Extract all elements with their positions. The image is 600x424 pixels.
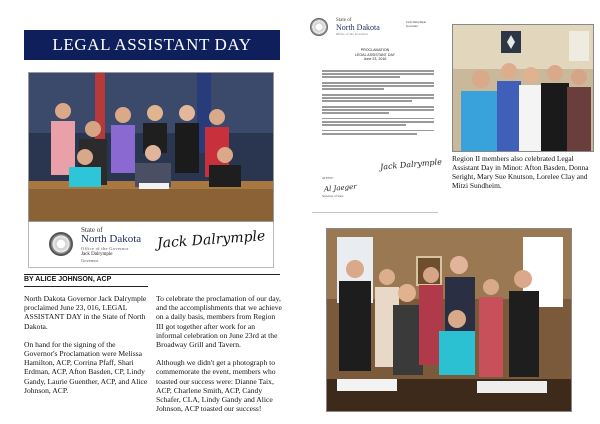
state-of-label: State of: [81, 226, 103, 234]
governor-name: Jack Dalrymple: [81, 252, 113, 257]
proclamation-state-name: North Dakota: [336, 23, 380, 32]
article-paragraph: To celebrate the proclamation of our day, and the accomplishments that we achieve on a daily basis, members from Region III got together after work for an informal celebration on June 23rd at the Broadway Grill and Tavern.: [156, 294, 282, 350]
article-column-2: [156, 294, 282, 422]
state-name: North Dakota: [81, 233, 142, 245]
minot-group-photo: [452, 24, 594, 152]
secretary-signature: Al Jaeger: [323, 182, 357, 194]
article-column-1: [24, 294, 148, 404]
office-label: Office of the Governor: [81, 246, 129, 251]
proclamation-state-of: State of: [336, 18, 352, 23]
title-banner: [24, 30, 280, 60]
proclamation-governor-signature: Jack Dalrymple: [379, 157, 443, 172]
byline-rule-top: [24, 274, 280, 275]
proclamation-heading: PROCLAMATION LEGAL ASSISTANT DAY June 23, 2016: [354, 48, 395, 62]
article-paragraph: On hand for the signing of the Governor's Proclamation were Melissa Hamilton, ACP, Corrina Pfaff, Shari Erdman, ACP, Afton Basden, CP, Lindy Gandy, Laurie Guenther, ACP, and Alice Johnson, ACP.: [24, 339, 148, 395]
proclamation-attest: ATTEST:: [322, 176, 334, 180]
article-paragraph: North Dakota Governor Jack Dalrymple proclaimed June 23, 016, LEGAL ASSISTANT DAY in the State of North Dakota.: [24, 294, 147, 331]
byline-rule-bottom: [24, 286, 148, 287]
proclamation-footer: [312, 212, 438, 213]
governor-signature-card: [28, 222, 274, 268]
secretary-title: Secretary of State: [322, 194, 344, 198]
article-paragraph: Although we didn't get a photograph to commemorate the event, members who toasted our success were: Dianne Taix, ACP, Charlene Smith, ACP, Candy Schafer, CLA, Lindy Gandy and Alice Johnson, ACP toasted our success!: [156, 358, 276, 414]
minot-photo-caption: Region II members also celebrated Legal Assistant Day in Minot: Afton Basden, Donna Seright, Mary Sue Knutson, Lorelee Clay and Mitzi Sundheim.: [452, 154, 589, 190]
governor-signature: Jack Dalrymple: [156, 228, 266, 252]
proclamation-office: Office of the Governor: [336, 32, 368, 36]
proclamation-governor: Jack Dalrymple Governor: [406, 20, 427, 28]
state-seal-icon: [49, 232, 73, 256]
article-byline: BY ALICE JOHNSON, ACP: [24, 276, 112, 283]
office-group-photo: [326, 228, 572, 412]
governor-title: Governor: [81, 258, 99, 263]
banner-title: LEGAL ASSISTANT DAY: [52, 35, 252, 54]
signing-group-photo: [28, 72, 274, 222]
proclamation-body: [322, 70, 434, 139]
proclamation-document: [302, 16, 448, 220]
proclamation-seal-icon: [310, 18, 328, 36]
